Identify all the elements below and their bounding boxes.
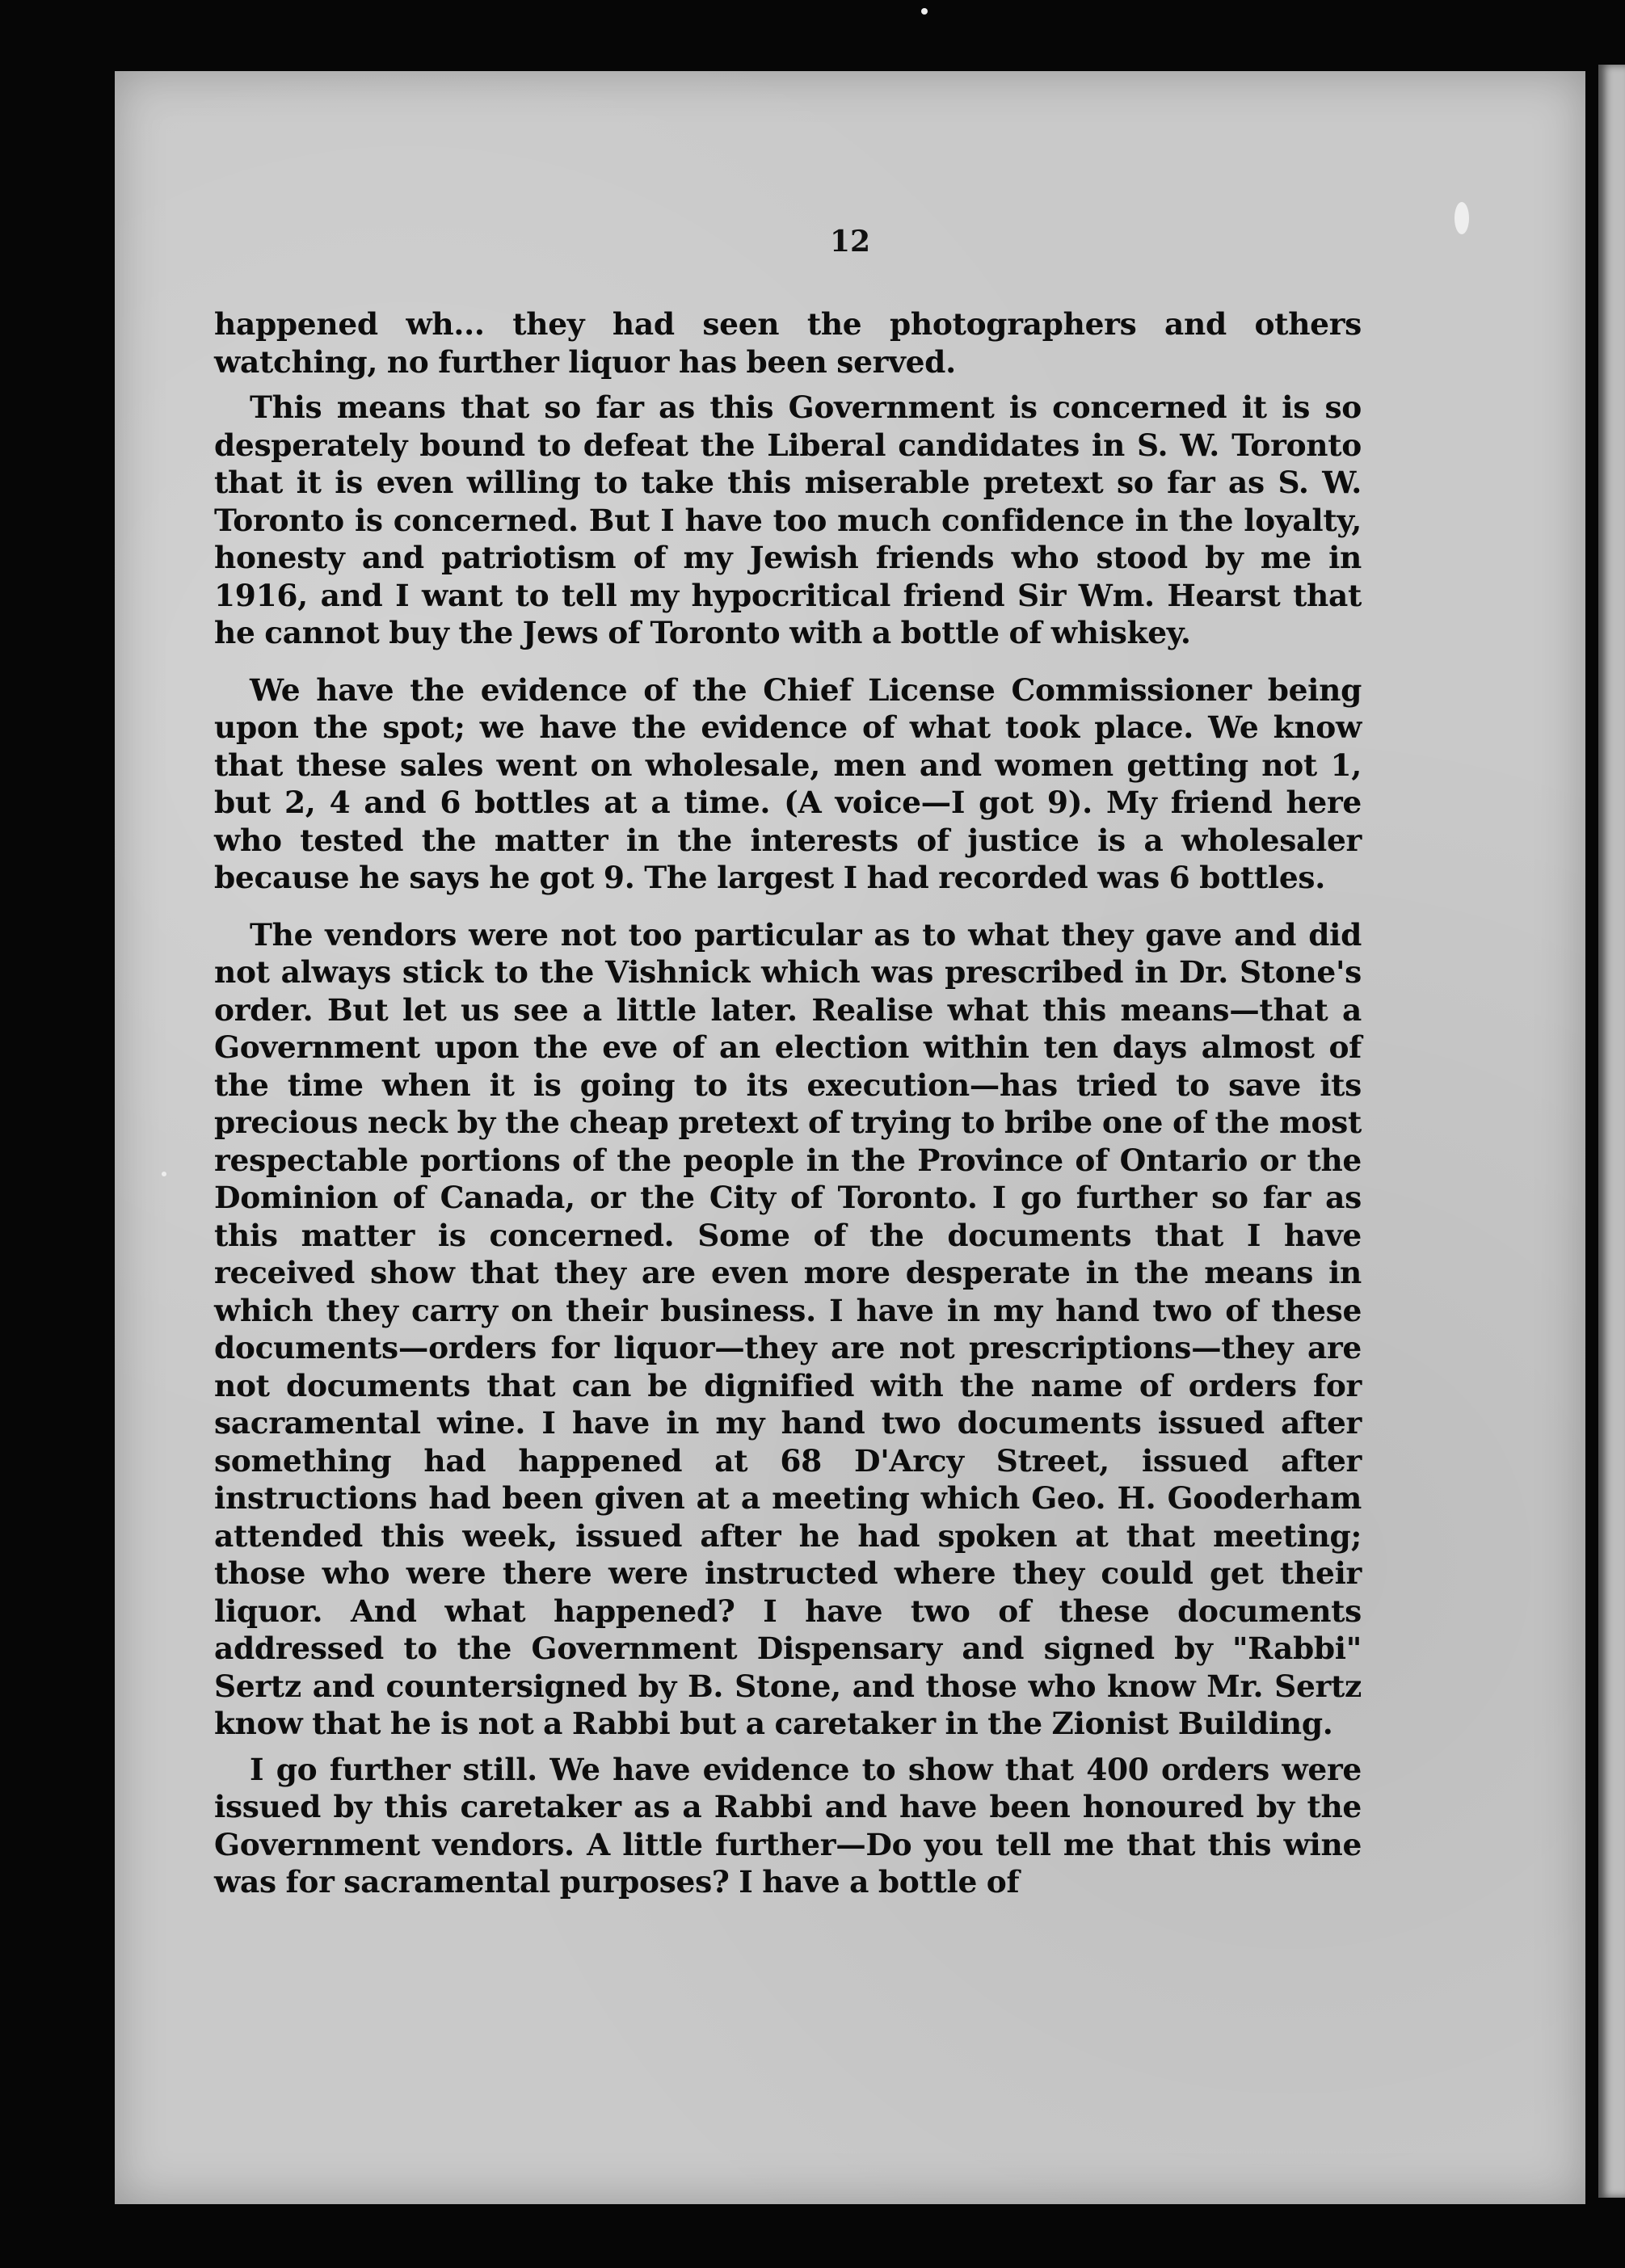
paragraph-5: I go further still. We have evidence to show that 400 orders were issued by this caretaker as a Rabbi and have been honoured by the Government vendors. A little further—Do you tell me that this wine was for sacramental purposes? I have a bottle of bbox=[214, 1751, 1362, 1900]
paragraph-3: We have the evidence of the Chief License Commissioner being upon the spot; we have the evidence of what took place. We know that these sales went on wholesale, men and women getting not 1, but 2, 4 and 6 bottles at a time. (A voice—I got 9). My friend here who tested the matter in the interests of justice is a wholesaler because he says he got 9. The largest I had recorded was 6 bottles. bbox=[214, 671, 1362, 895]
scan-speck bbox=[921, 8, 928, 15]
paragraph-4: The vendors were not too particular as to what they gave and did not always stick to the Vishnick which was prescribed in Dr. Stone's order. But let us see a little later. Realise what this means—that a Government upon the eve of an election within ten days almost of the time when it is going to its execution—has tried to save its precious neck by the cheap pretext of trying to bribe one of the most respectable portions of the people in the Province of Ontario or the Dominion of Canada, or the City of Toronto. I go further so far as this matter is concerned. Some of the documents that I have received show that they are even more desperate in the means in which they carry on their business. I have in my hand two of these documents—orders for liquor—they are not prescriptions—they are not documents that can be dignified with the name of orders for sacramental wine. I have in my hand two documents issued after something had happened at 68 D'Arcy Street, issued after instructions had been given at a meeting which Geo. H. Gooderham attended this week, issued after he had spoken at that meeting; those who were there were instructed where they could get their liquor. And what happened? I have two of these documents addressed to the Government Dispensary and signed by "Rabbi" Sertz and countersigned by B. Stone, and those who know Mr. Sertz know that he is not a Rabbi but a caretaker in the Zionist Building. bbox=[214, 916, 1362, 1741]
page-number: 12 bbox=[829, 225, 871, 259]
paragraph-1: happened wh... they had seen the photographers and others watching, no further liquor has been served. bbox=[214, 306, 1362, 380]
paragraph-2: This means that so far as this Government is concerned it is so desperately bound to defeat the Liberal candidates in S. W. Toronto that it is even willing to take this miserable pretext so far as S. W. Toronto is concerned. But I have too much confidence in the loyalty, honesty and patriotism of my Jewish friends who stood by me in 1916, and I want to tell my hypocritical friend Sir Wm. Hearst that he cannot buy the Jews of Toronto with a bottle of whiskey. bbox=[214, 389, 1362, 650]
adjacent-page-edge bbox=[1598, 65, 1625, 2198]
body-text bbox=[214, 305, 1362, 1921]
scan-speck bbox=[162, 1172, 166, 1176]
scan-speck bbox=[1455, 202, 1469, 234]
